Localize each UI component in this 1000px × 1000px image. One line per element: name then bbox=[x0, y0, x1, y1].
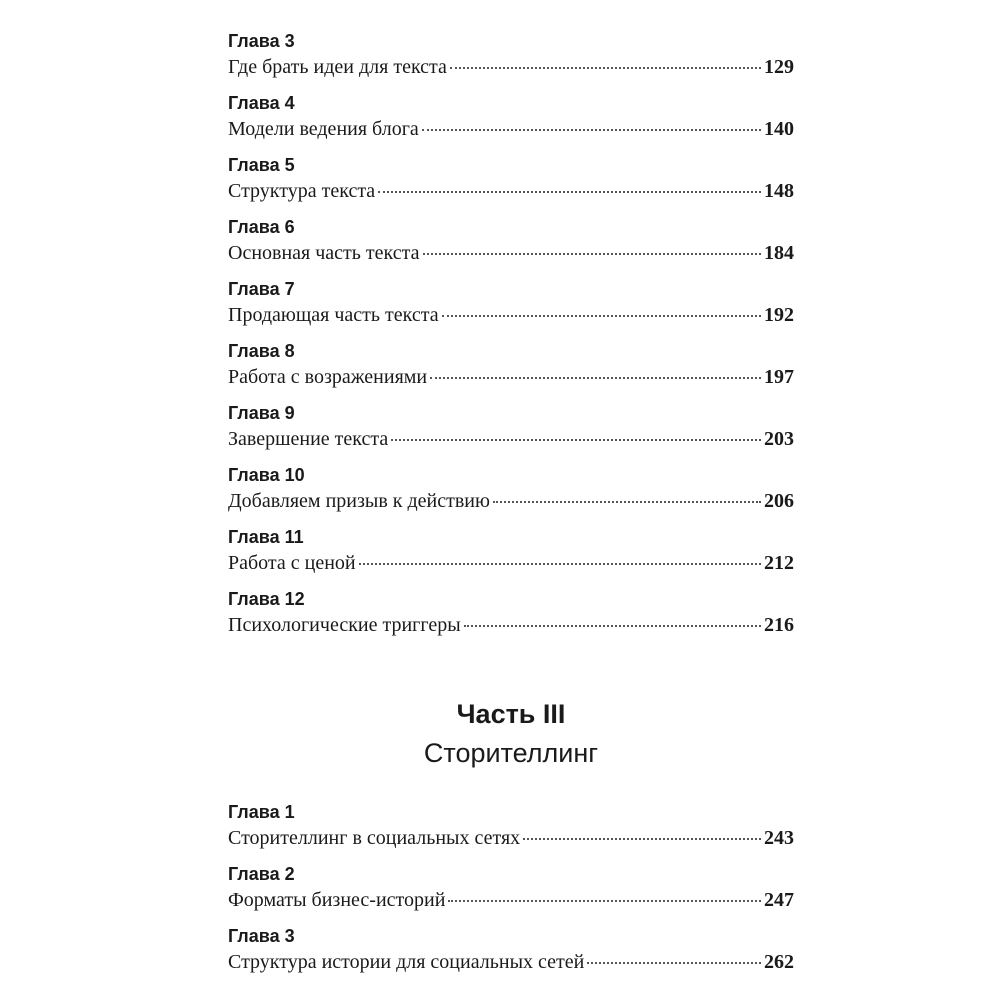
page-number: 129 bbox=[764, 56, 794, 78]
page-number: 247 bbox=[764, 889, 794, 911]
toc-entry[interactable] bbox=[228, 588, 794, 638]
toc-entry[interactable] bbox=[228, 402, 794, 452]
chapter-title: Добавляем призыв к действию bbox=[228, 490, 490, 512]
dot-leader bbox=[523, 838, 761, 840]
toc-entry[interactable] bbox=[228, 92, 794, 142]
chapter-label: Глава 8 bbox=[228, 341, 295, 361]
dot-leader bbox=[464, 625, 761, 627]
toc-entry[interactable] bbox=[228, 216, 794, 266]
chapter-label: Глава 2 bbox=[228, 864, 295, 884]
toc-entry-line bbox=[228, 887, 794, 913]
toc-entry-line bbox=[228, 178, 794, 204]
dot-leader bbox=[378, 191, 761, 193]
toc-entry[interactable] bbox=[228, 30, 794, 80]
part-number-heading: Часть III bbox=[456, 699, 566, 729]
page-number: 262 bbox=[764, 951, 794, 973]
toc-entry[interactable] bbox=[228, 340, 794, 390]
page-number: 216 bbox=[764, 614, 794, 636]
chapter-label: Глава 4 bbox=[228, 93, 295, 113]
toc-entry-line bbox=[228, 240, 794, 266]
toc-entry-line bbox=[228, 54, 794, 80]
part-title-heading: Сторителлинг bbox=[423, 738, 599, 768]
toc-entry[interactable] bbox=[228, 278, 794, 328]
dot-leader bbox=[423, 253, 762, 255]
chapter-title: Завершение текста bbox=[228, 428, 389, 450]
chapter-label: Глава 12 bbox=[228, 589, 305, 609]
chapter-label: Глава 3 bbox=[228, 31, 295, 51]
toc-entry[interactable] bbox=[228, 925, 794, 975]
chapter-title: Работа с возражениями bbox=[228, 366, 428, 388]
chapter-title: Основная часть текста bbox=[228, 242, 420, 264]
toc-entry-line bbox=[228, 116, 794, 142]
toc-entry[interactable] bbox=[228, 801, 794, 851]
toc-entry-line bbox=[228, 949, 794, 975]
chapter-title: Модели ведения блога bbox=[228, 118, 419, 140]
toc-section-part-iii bbox=[228, 801, 794, 987]
toc-entry-line bbox=[228, 488, 794, 514]
toc-entry-line bbox=[228, 364, 794, 390]
page-number: 192 bbox=[764, 304, 794, 326]
dot-leader bbox=[359, 563, 761, 565]
chapter-title: Сторителлинг в социальных сетях bbox=[228, 827, 521, 849]
dot-leader bbox=[587, 962, 761, 964]
page-number: 206 bbox=[764, 490, 794, 512]
toc-entry[interactable] bbox=[228, 526, 794, 576]
toc-entry[interactable] bbox=[228, 464, 794, 514]
chapter-label: Глава 11 bbox=[228, 527, 304, 547]
chapter-label: Глава 6 bbox=[228, 217, 295, 237]
dot-leader bbox=[448, 900, 761, 902]
toc-entry[interactable] bbox=[228, 863, 794, 913]
toc-entry-line bbox=[228, 550, 794, 576]
chapter-label: Глава 7 bbox=[228, 279, 295, 299]
dot-leader bbox=[422, 129, 761, 131]
dot-leader bbox=[391, 439, 761, 441]
dot-leader bbox=[442, 315, 761, 317]
chapter-label: Глава 5 bbox=[228, 155, 295, 175]
toc-entry-line bbox=[228, 612, 794, 638]
dot-leader bbox=[430, 377, 761, 379]
chapter-label: Глава 3 bbox=[228, 926, 295, 946]
page-number: 197 bbox=[764, 366, 794, 388]
chapter-label: Глава 1 bbox=[228, 802, 295, 822]
page-number: 148 bbox=[764, 180, 794, 202]
chapter-label: Глава 10 bbox=[228, 465, 305, 485]
chapter-title: Работа с ценой bbox=[228, 552, 356, 574]
page-number: 212 bbox=[764, 552, 794, 574]
page-number: 184 bbox=[764, 242, 794, 264]
chapter-title: Структура текста bbox=[228, 180, 376, 202]
dot-leader bbox=[493, 501, 761, 503]
toc-section-part-ii bbox=[228, 30, 794, 650]
chapter-title: Где брать идеи для текста bbox=[228, 56, 447, 78]
page-number: 140 bbox=[764, 118, 794, 140]
dot-leader bbox=[450, 67, 761, 69]
chapter-title: Форматы бизнес-историй bbox=[228, 889, 446, 911]
chapter-title: Продающая часть текста bbox=[228, 304, 439, 326]
chapter-label: Глава 9 bbox=[228, 403, 295, 423]
page-number: 203 bbox=[764, 428, 794, 450]
chapter-title: Структура истории для социальных сетей bbox=[228, 951, 585, 973]
toc-entry-line bbox=[228, 302, 794, 328]
page-number: 243 bbox=[764, 827, 794, 849]
toc-entry[interactable] bbox=[228, 154, 794, 204]
toc-entry-line bbox=[228, 825, 794, 851]
chapter-title: Психологические триггеры bbox=[228, 614, 461, 636]
toc-entry-line bbox=[228, 426, 794, 452]
